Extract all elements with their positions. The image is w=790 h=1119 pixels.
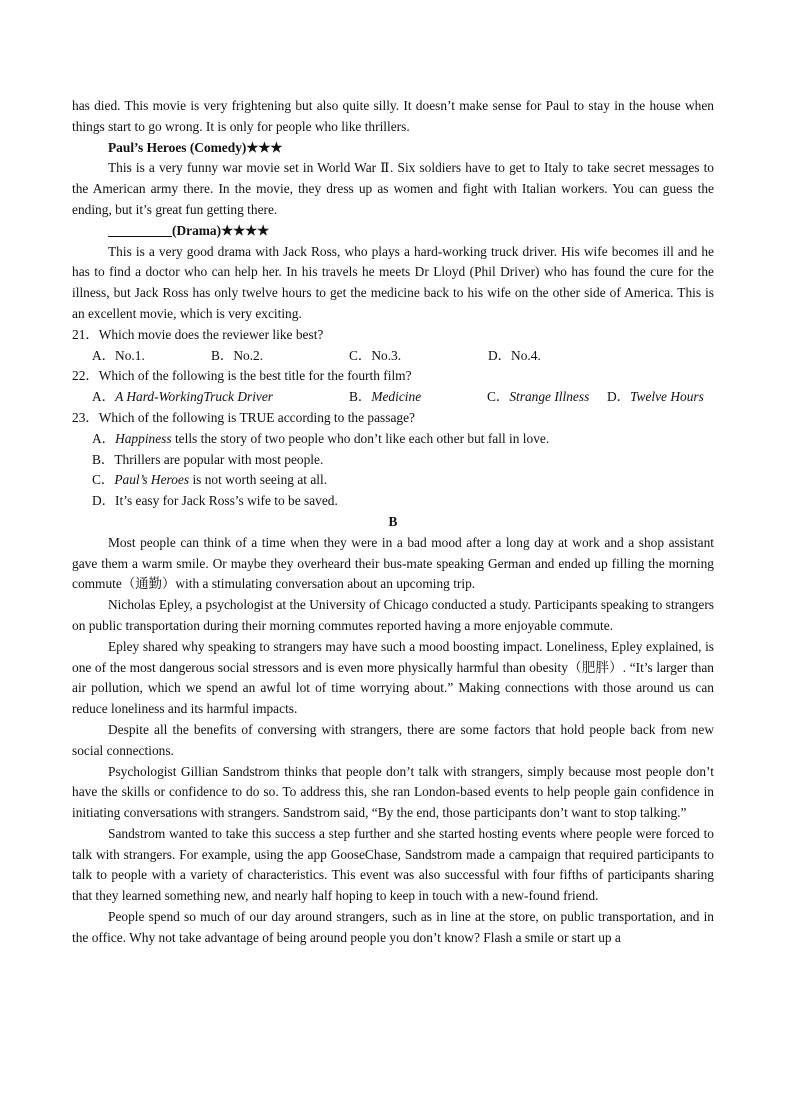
option-label: B． [349,389,372,405]
option-italic: Happiness [115,430,172,446]
option-text: is not worth seeing at all. [189,472,328,488]
question-21-option-c: C．No.3. [349,347,402,363]
passage-b-paragraph-6: Sandstrom wanted to take this success a step further and she started hosting events where people were forced to talk with strangers. For example, using the app GooseChase, Sandstrom made a campaign that required participants to talk to people with a variety of characteristics. This event was also successful with four fifths of participants sharing that they learned something new, and nearly half hoping to keep in touch with a new-found friend. [72,825,714,904]
option-label: C． [92,472,115,488]
passage-b-paragraph-3: Epley shared why speaking to strangers may have such a mood boosting impact. Loneliness, Epley explained, is one of the most dangerous social stressors and is even more physically harmful than obesity（肥胖）. “It’s larger than air pollution, which we spend an awful lot of time worrying about.” Making connections with those around us can reduce loneliness and its harmful impacts. [72,638,714,717]
review-3-title-text: Paul’s Heroes (Comedy) [108,139,247,155]
passage-b-paragraph-4: Despite all the benefits of conversing with strangers, there are some factors that hold people back from new social connections. [72,721,714,758]
passage-a-paragraph-1: has died. This movie is very frightening but also quite silly. It doesn’t make sense for Paul to stay in the house when things start to go wrong. It is only for people who like thrillers. [72,98,714,134]
question-21-option-a: A．No.1. [92,347,145,363]
passage-b-paragraph-7: People spend so much of our day around strangers, such as in line at the store, on public transportation, and in the office. Why not take advantage of being around people you don’t know? Flash a smile or start up a [72,909,714,945]
option-label: A． [92,389,116,405]
passage-b-paragraph-2: Nicholas Epley, a psychologist at the University of Chicago conducted a study. Participants speaking to strangers on public transportation during their morning commutes reported having a more enjoyable commute. [72,597,714,633]
section-b-heading: B [388,513,398,529]
question-23-stem: 23．Which of the following is TRUE according to the passage? [72,409,415,425]
option-label: A． [92,430,116,446]
question-21-option-b: B．No.2. [211,347,264,363]
option-text: Medicine [371,389,422,405]
question-21-stem: 21．Which movie does the reviewer like best? [72,326,324,342]
passage-a-paragraph-2: This is a very funny war movie set in World War Ⅱ. Six soldiers have to get to Italy to take secret messages to the American army there. In the movie, they dress up as women and fight with Italian workers. You can guess the ending, but it’s great fun getting there. [72,160,714,217]
question-22-option-d [607,387,704,408]
review-4-stars: ★★★★ [221,222,270,238]
option-italic: Paul’s Heroes [114,472,190,488]
review-3-stars: ★★★ [246,139,283,155]
question-22-options [72,387,714,408]
question-21-options [72,346,714,367]
question-22-option-a [92,387,349,408]
title-blank [108,222,172,237]
question-22-option-c [487,387,607,408]
review-4-title [72,221,714,242]
passage-a-paragraph-3: This is a very good drama with Jack Ross, who plays a hard-working truck driver. His wife becomes ill and he has to find a doctor who can help her. In his travels he meets Dr Lloyd (Phil Driver) who has found the cure for the illness, but Jack Ross has only twelve hours to get the medicine back to his wife on the other side of America. This is an excellent movie, which is very exciting. [72,243,714,321]
passage-b-paragraph-5: Psychologist Gillian Sandstrom thinks that people don’t talk with strangers, simply because most people don’t have the skills or confidence to do so. To address this, she ran London-based events to help people gain confidence in initiating conversations with strangers. Sandstrom said, “By the end, those participants don’t want to stop talking.” [72,763,714,821]
option-text: A Hard-WorkingTruck Driver [115,389,274,405]
review-3-title [72,138,714,159]
question-23-option-b: B．Thrillers are popular with most people. [92,451,324,467]
question-23-option-c [72,470,714,491]
question-22-stem: 22．Which of the following is the best title for the fourth film? [72,368,412,384]
review-4-title-text: (Drama) [172,222,222,238]
question-21-option-d: D．No.4. [488,347,541,363]
question-22-option-b [349,387,487,408]
question-23-option-a [72,429,714,450]
option-text: Strange Illness [509,389,590,405]
question-23-option-d: D．It’s easy for Jack Ross’s wife to be saved. [92,493,338,509]
option-label: D． [607,389,631,405]
option-text: tells the story of two people who don’t like each other but fall in love. [171,430,550,446]
option-text: Twelve Hours [630,389,704,405]
option-label: C． [487,389,510,405]
passage-b-paragraph-1: Most people can think of a time when they were in a bad mood after a long day at work and a shop assistant gave them a warm smile. Or maybe they overheard their bus-mate speaking German and ended up filling the morning commute（通勤）with a stimulating conversation about an upcoming trip. [72,534,714,592]
document-page [72,96,714,949]
